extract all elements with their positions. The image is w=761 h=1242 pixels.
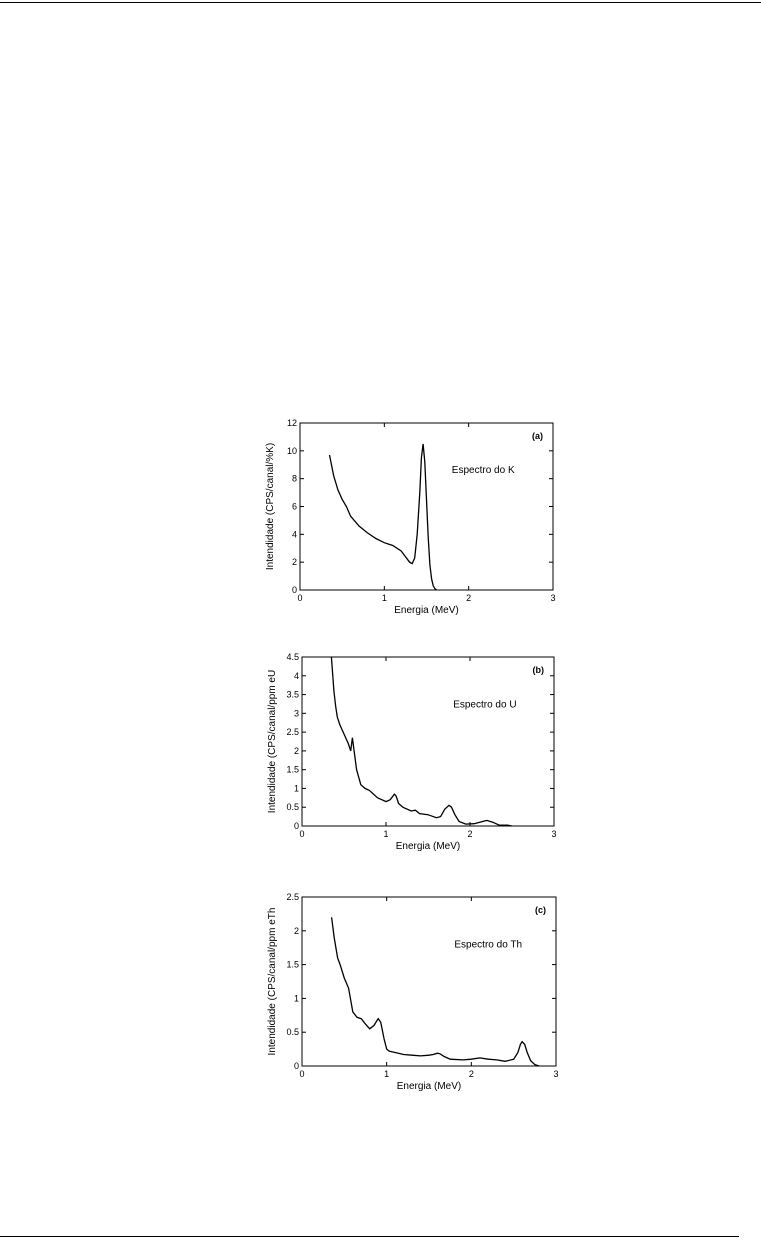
- y-tick-label: 0: [293, 821, 299, 831]
- panel-label: (b): [532, 665, 544, 675]
- y-tick-label: 10: [286, 445, 297, 456]
- panel-label: (c): [535, 905, 546, 915]
- header-rule: [0, 2, 761, 3]
- y-tick-label: 3.5: [286, 689, 299, 700]
- x-tick-label: 3: [550, 593, 556, 603]
- y-axis-label: Intendidade (CPS/canal/ppm eTh: [267, 907, 278, 1056]
- y-tick-label: 2: [293, 745, 299, 756]
- x-tick-label: 2: [467, 829, 473, 839]
- y-tick-label: 6: [291, 501, 297, 512]
- x-tick-label: 0: [299, 1069, 305, 1079]
- x-axis-label: Energia (MeV): [395, 841, 461, 852]
- y-tick-label: 1: [293, 783, 299, 794]
- y-tick-label: 4: [291, 529, 297, 540]
- spectrum-annotation: Espectro do K: [451, 465, 515, 477]
- chart-u-spectrum: [250, 645, 580, 865]
- x-tick-label: 3: [553, 1069, 559, 1079]
- y-tick-label: 1: [293, 993, 299, 1004]
- x-tick-label: 2: [466, 593, 472, 603]
- x-tick-label: 1: [381, 593, 387, 603]
- spectrum-line: [331, 657, 512, 826]
- spectrum-annotation: Espectro do Th: [454, 939, 523, 951]
- y-tick-label: 0: [293, 1061, 299, 1071]
- x-tick-label: 3: [551, 829, 557, 839]
- x-tick-label: 1: [383, 829, 389, 839]
- footer-rule: [0, 1236, 739, 1237]
- plot-frame: [302, 657, 554, 826]
- y-tick-label: 4.5: [286, 652, 299, 662]
- x-tick-label: 2: [468, 1069, 474, 1079]
- y-tick-label: 2.5: [286, 892, 299, 902]
- y-tick-label: 3: [293, 708, 299, 719]
- plot-frame: [302, 897, 556, 1066]
- y-axis-label: Intendidade (CPS/canal/%K): [265, 442, 276, 571]
- x-tick-label: 0: [299, 829, 305, 839]
- y-tick-label: 1.5: [286, 959, 299, 970]
- y-tick-label: 8: [291, 473, 297, 484]
- y-axis-label: Intendidade (CPS/canal/ppm eU: [267, 669, 278, 814]
- y-tick-label: 0.5: [286, 1027, 299, 1038]
- x-axis-label: Energia (MeV): [396, 1081, 462, 1092]
- chart-k-spectrum: [250, 410, 580, 630]
- y-tick-label: 2.5: [286, 727, 299, 738]
- x-axis-label: Energia (MeV): [394, 605, 459, 616]
- y-tick-label: 0.5: [286, 802, 299, 813]
- spectrum-line: [330, 444, 437, 590]
- y-tick-label: 1.5: [286, 764, 299, 775]
- y-tick-label: 4: [293, 670, 299, 681]
- panel-label: (a): [532, 431, 543, 441]
- y-tick-label: 2: [293, 925, 299, 936]
- chart-th-spectrum: [250, 885, 580, 1105]
- y-tick-label: 0: [291, 585, 297, 595]
- y-tick-label: 2: [291, 557, 297, 568]
- spectrum-annotation: Espectro do U: [453, 699, 517, 711]
- x-tick-label: 0: [297, 593, 303, 603]
- x-tick-label: 1: [384, 1069, 390, 1079]
- y-tick-label: 12: [286, 418, 297, 428]
